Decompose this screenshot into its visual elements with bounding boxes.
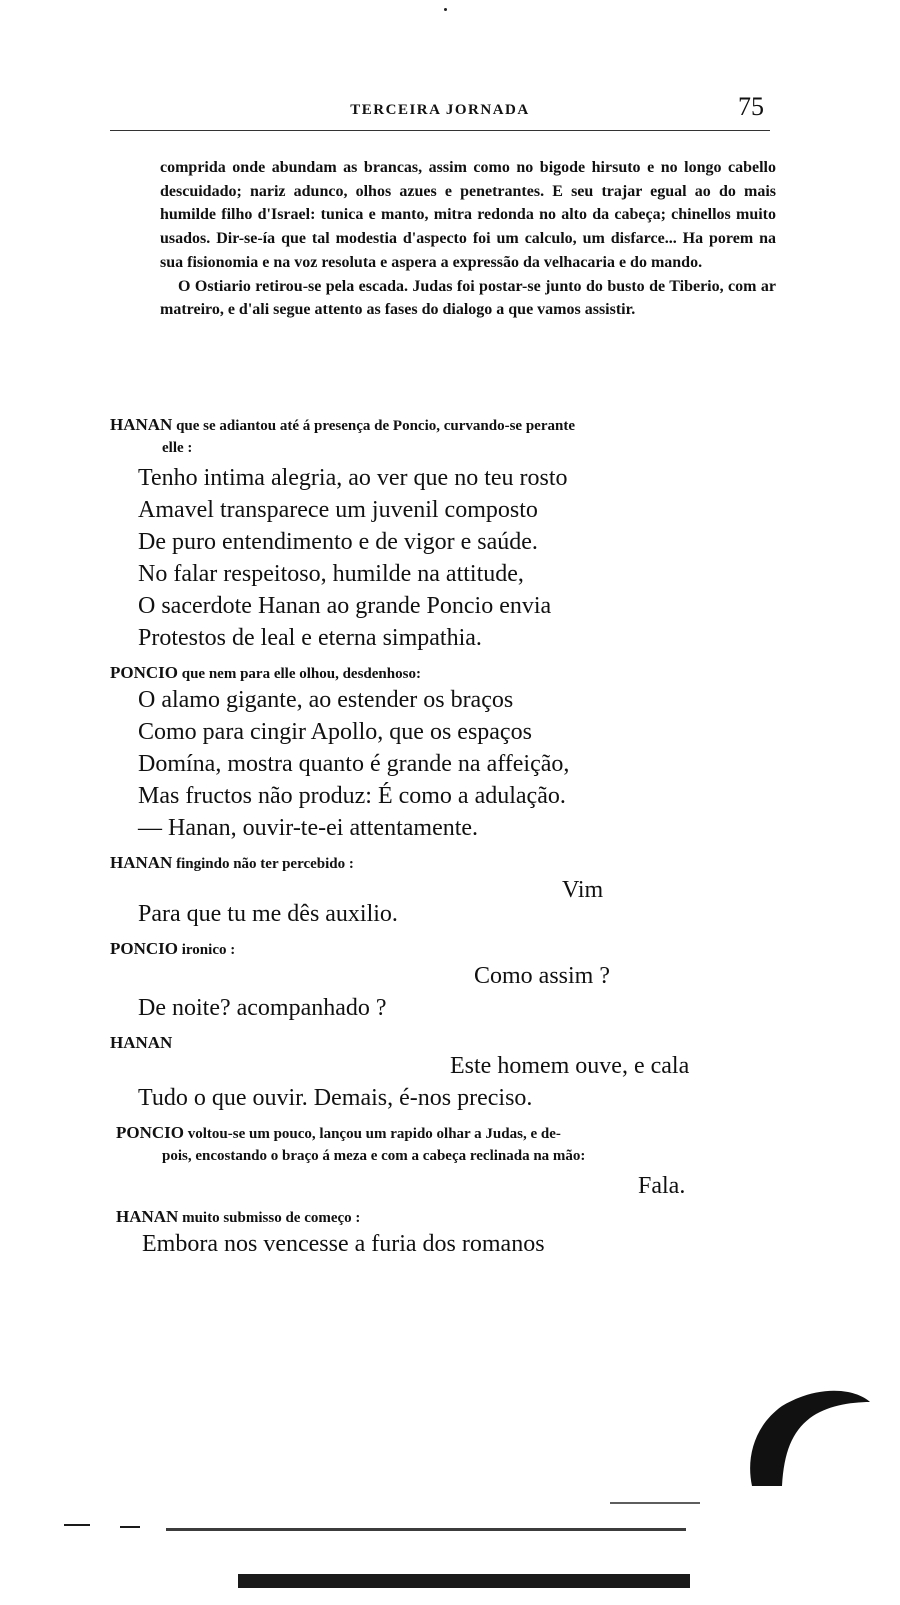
verse-line: Mas fructos não produz: É como a adulação. [138, 783, 566, 809]
verse-line: Fala. [638, 1173, 686, 1199]
stage-direction: pois, encostando o braço á meza e com a cabeça reclinada na mão: [162, 1148, 586, 1164]
speaker-heading [116, 1206, 786, 1229]
verse-line: No falar respeitoso, humilde na attitude, [138, 561, 524, 587]
page-header [110, 92, 770, 132]
speaker-heading [110, 662, 780, 685]
scan-dark-band [238, 1574, 690, 1588]
speaker-heading [110, 852, 780, 875]
verse-line: De noite? acompanhado ? [138, 995, 387, 1021]
verse-line: Para que tu me dês auxilio. [138, 901, 398, 927]
stage-direction: elle : [162, 440, 193, 456]
verse-line: Vim [562, 877, 604, 903]
verse-line: De puro entendimento e de vigor e saúde. [138, 529, 538, 555]
verse-line: Como assim ? [474, 963, 610, 989]
ink-blot-mark [740, 1388, 870, 1488]
speaker-heading [110, 938, 780, 961]
verse-line: Domína, mostra quanto é grande na affeição, [138, 751, 570, 777]
speaker-name: PONCIO [110, 939, 178, 958]
scan-smudge [120, 1526, 140, 1528]
verse-line: O sacerdote Hanan ao grande Poncio envia [138, 593, 552, 619]
verse-line: Tenho intima alegria, ao ver que no teu rosto [138, 465, 568, 491]
speaker-heading [116, 1122, 786, 1167]
page-number: 75 [738, 92, 764, 121]
speaker-name: HANAN [116, 1207, 179, 1226]
scan-smudge [610, 1502, 700, 1504]
verse-line: Amavel transparece um juvenil composto [138, 497, 538, 523]
stage-direction: fingindo não ter percebido : [176, 856, 354, 872]
stage-description-paragraph: comprida onde abundam as brancas, assim como no bigode hirsuto e no longo cabello descuidado; nariz adunco, olhos azues e penetrantes. E seu trajar egual ao do mais humilde filho d'Israel: tunica e manto, mitra redonda no alto da cabeça; chinellos muito usados. Dir-se-ía que tal modestia d'aspecto foi um calculo, um disfarce... Ha porem na sua fisionomia e na voz resoluta e aspera a expressão da velhacaria e do mando. [160, 159, 776, 271]
stage-direction: muito submisso de começo : [182, 1210, 361, 1226]
verse-line: Embora nos vencesse a furia dos romanos [142, 1231, 545, 1257]
stage-direction: que nem para elle olhou, desdenhoso: [181, 666, 421, 682]
verse-line: Protestos de leal e eterna simpathia. [138, 625, 482, 651]
speaker-name: HANAN [110, 415, 173, 434]
stage-direction: ironico : [181, 942, 236, 958]
speaker-name: HANAN [110, 1033, 173, 1052]
speaker-heading [110, 414, 780, 459]
speaker-name: PONCIO [116, 1123, 184, 1142]
verse-line: Tudo o que ouvir. Demais, é-nos preciso. [138, 1085, 533, 1111]
header-rule [110, 130, 770, 131]
stage-description [160, 156, 776, 322]
speaker-name: PONCIO [110, 663, 178, 682]
verse-line: Este homem ouve, e cala [450, 1053, 690, 1079]
scan-smudge [64, 1524, 90, 1526]
verse-line: Como para cingir Apollo, que os espaços [138, 719, 532, 745]
verse-line: O alamo gigante, ao estender os braços [138, 687, 514, 713]
scan-smudge [166, 1528, 686, 1531]
stage-direction: que se adiantou até á presença de Poncio, curvando-se perante [176, 418, 575, 434]
speaker-name: HANAN [110, 853, 173, 872]
print-speck [444, 8, 447, 11]
stage-direction: voltou-se um pouco, lançou um rapido olhar a Judas, e de- [187, 1126, 561, 1142]
stage-description-paragraph: O Ostiario retirou-se pela escada. Judas foi postar-se junto do busto de Tiberio, com ar matreiro, e d'ali segue attento as fases do dialogo a que vamos assistir. [160, 277, 776, 319]
running-title: TERCEIRA JORNADA [350, 102, 530, 118]
verse-line: — Hanan, ouvir-te-ei attentamente. [138, 815, 479, 841]
